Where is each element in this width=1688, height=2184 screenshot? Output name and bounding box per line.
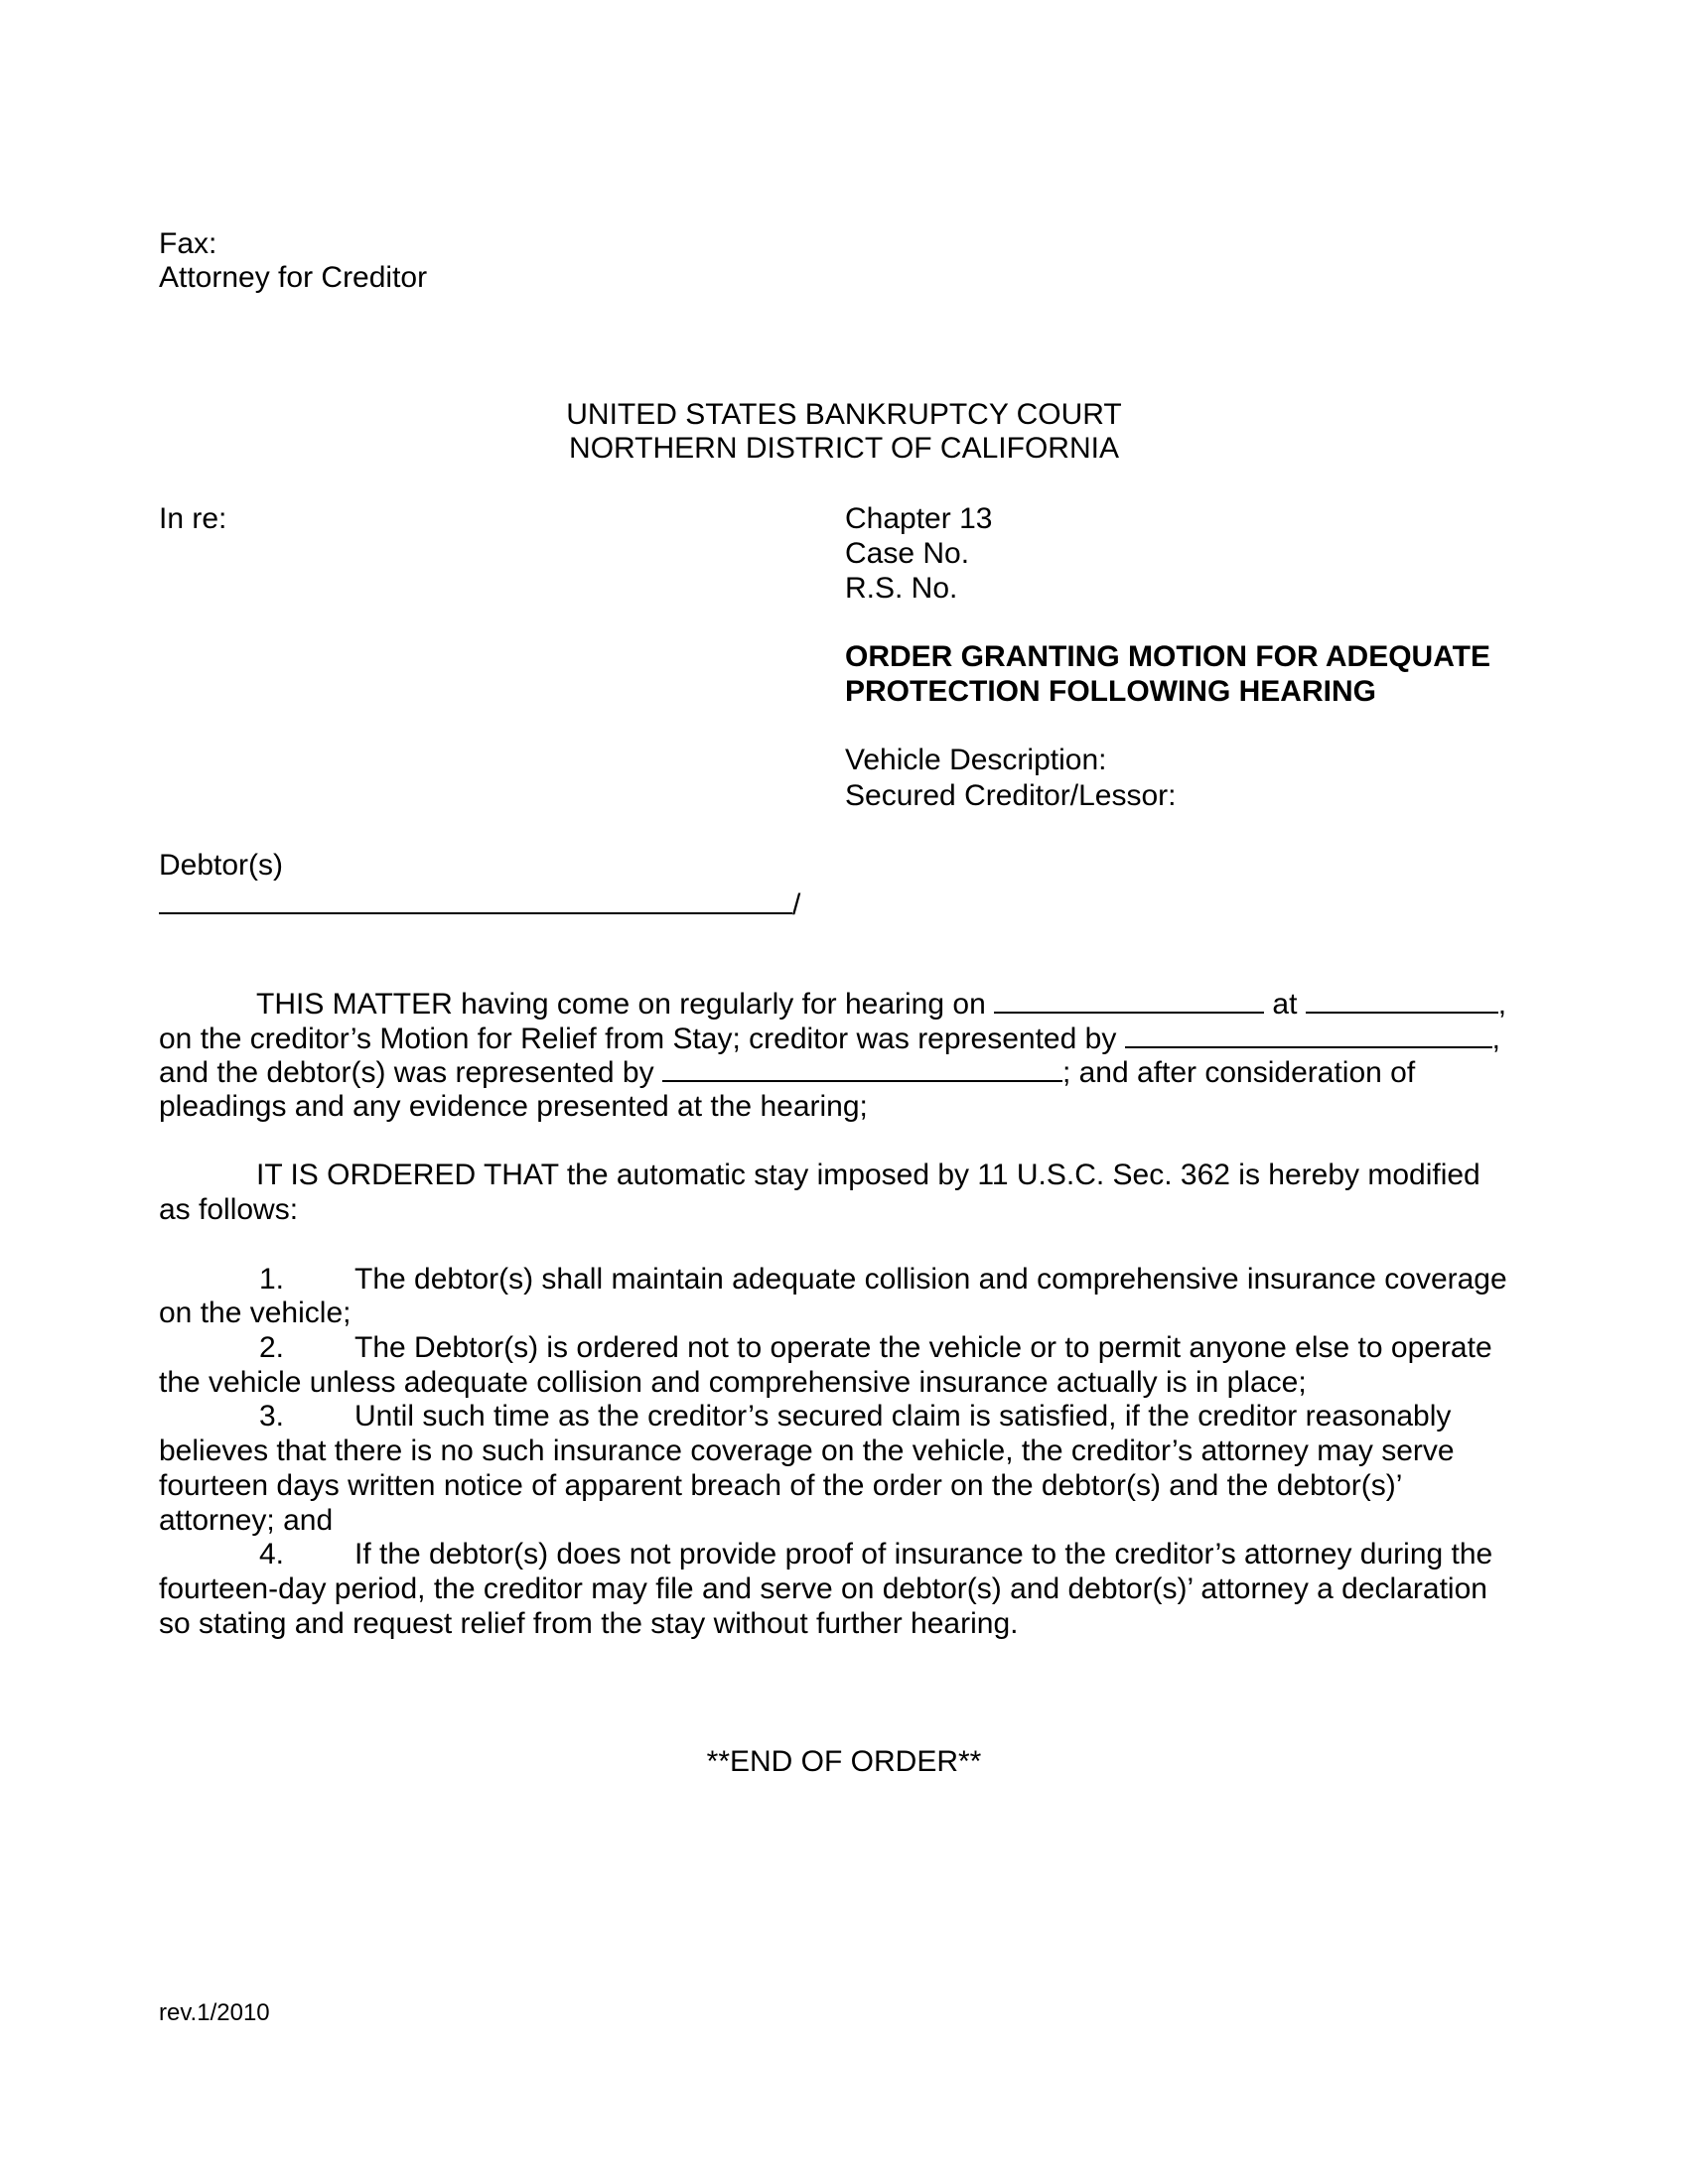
item-2-line: the vehicle unless adequate collision and comprehensive insurance actually is in place; [159,1366,1307,1399]
item-3-line: attorney; and [159,1504,334,1537]
debtors-label: Debtor(s) [159,849,284,882]
item-1-line: on the vehicle; [159,1297,352,1329]
text: on the creditor’s Motion for Relief from Stay; creditor was represented by [159,1023,1125,1055]
fax-label: Fax: [159,227,217,260]
text: ; and after consideration of [1061,1056,1416,1089]
para1-line2 [159,1021,1500,1055]
text: , [1491,1023,1500,1055]
text: , [1497,988,1507,1021]
para1-line1 [256,986,1506,1021]
secured-creditor: Secured Creditor/Lessor: [845,779,1177,812]
case-no: Case No. [845,537,970,570]
item-3-line: Until such time as the creditor’s secured claim is satisfied, if the creditor reasonably [354,1400,1452,1433]
item-2-number: 2. [259,1331,285,1364]
para1-line4: pleadings and any evidence presented at the hearing; [159,1090,868,1123]
item-4-line: If the debtor(s) does not provide proof of insurance to the creditor’s attorney during the [354,1538,1493,1570]
para1-line3 [159,1054,1415,1089]
item-1-number: 1. [259,1263,285,1296]
caption-underline [159,887,792,914]
in-re-label: In re: [159,502,227,535]
text: and the debtor(s) was represented by [159,1056,662,1089]
item-3-line: fourteen days written notice of apparent breach of the order on the debtor(s) and the debtor(s)’ [159,1469,1403,1502]
item-1-line: The debtor(s) shall maintain adequate collision and comprehensive insurance coverage [354,1263,1507,1296]
hearing-date-blank[interactable] [994,986,1264,1014]
chapter: Chapter 13 [845,502,993,535]
revision-note: rev.1/2010 [159,1999,270,2026]
item-3-line: believes that there is no such insurance coverage on the vehicle, the creditor’s attorney may serve [159,1434,1455,1467]
court-district: NORTHERN DISTRICT OF CALIFORNIA [569,432,1119,465]
creditor-counsel-blank[interactable] [1125,1021,1492,1048]
item-2-line: The Debtor(s) is ordered not to operate the vehicle or to permit anyone else to operate [354,1331,1492,1364]
order-title-line2: PROTECTION FOLLOWING HEARING [845,675,1376,708]
vehicle-description: Vehicle Description: [845,744,1107,776]
debtor-counsel-blank[interactable] [662,1054,1062,1082]
item-3-number: 3. [259,1400,285,1433]
caption-slash: / [792,888,801,921]
order-title-line1: ORDER GRANTING MOTION FOR ADEQUATE [845,640,1490,673]
text: at [1264,988,1306,1021]
text: THIS MATTER having come on regularly for hearing on [256,988,995,1021]
rs-no: R.S. No. [845,572,958,605]
item-4-line: fourteen-day period, the creditor may file and serve on debtor(s) and debtor(s)’ attorney a declaration [159,1572,1487,1605]
para2-line2: as follows: [159,1193,299,1226]
attorney-label: Attorney for Creditor [159,261,428,294]
item-4-line: so stating and request relief from the stay without further hearing. [159,1607,1019,1640]
item-4-number: 4. [259,1538,285,1570]
court-name: UNITED STATES BANKRUPTCY COURT [566,398,1122,431]
debtor-signature-line [159,887,800,921]
end-of-order: **END OF ORDER** [706,1745,982,1778]
hearing-time-blank[interactable] [1306,986,1498,1014]
para2-line1: IT IS ORDERED THAT the automatic stay imposed by 11 U.S.C. Sec. 362 is hereby modified [256,1159,1480,1191]
